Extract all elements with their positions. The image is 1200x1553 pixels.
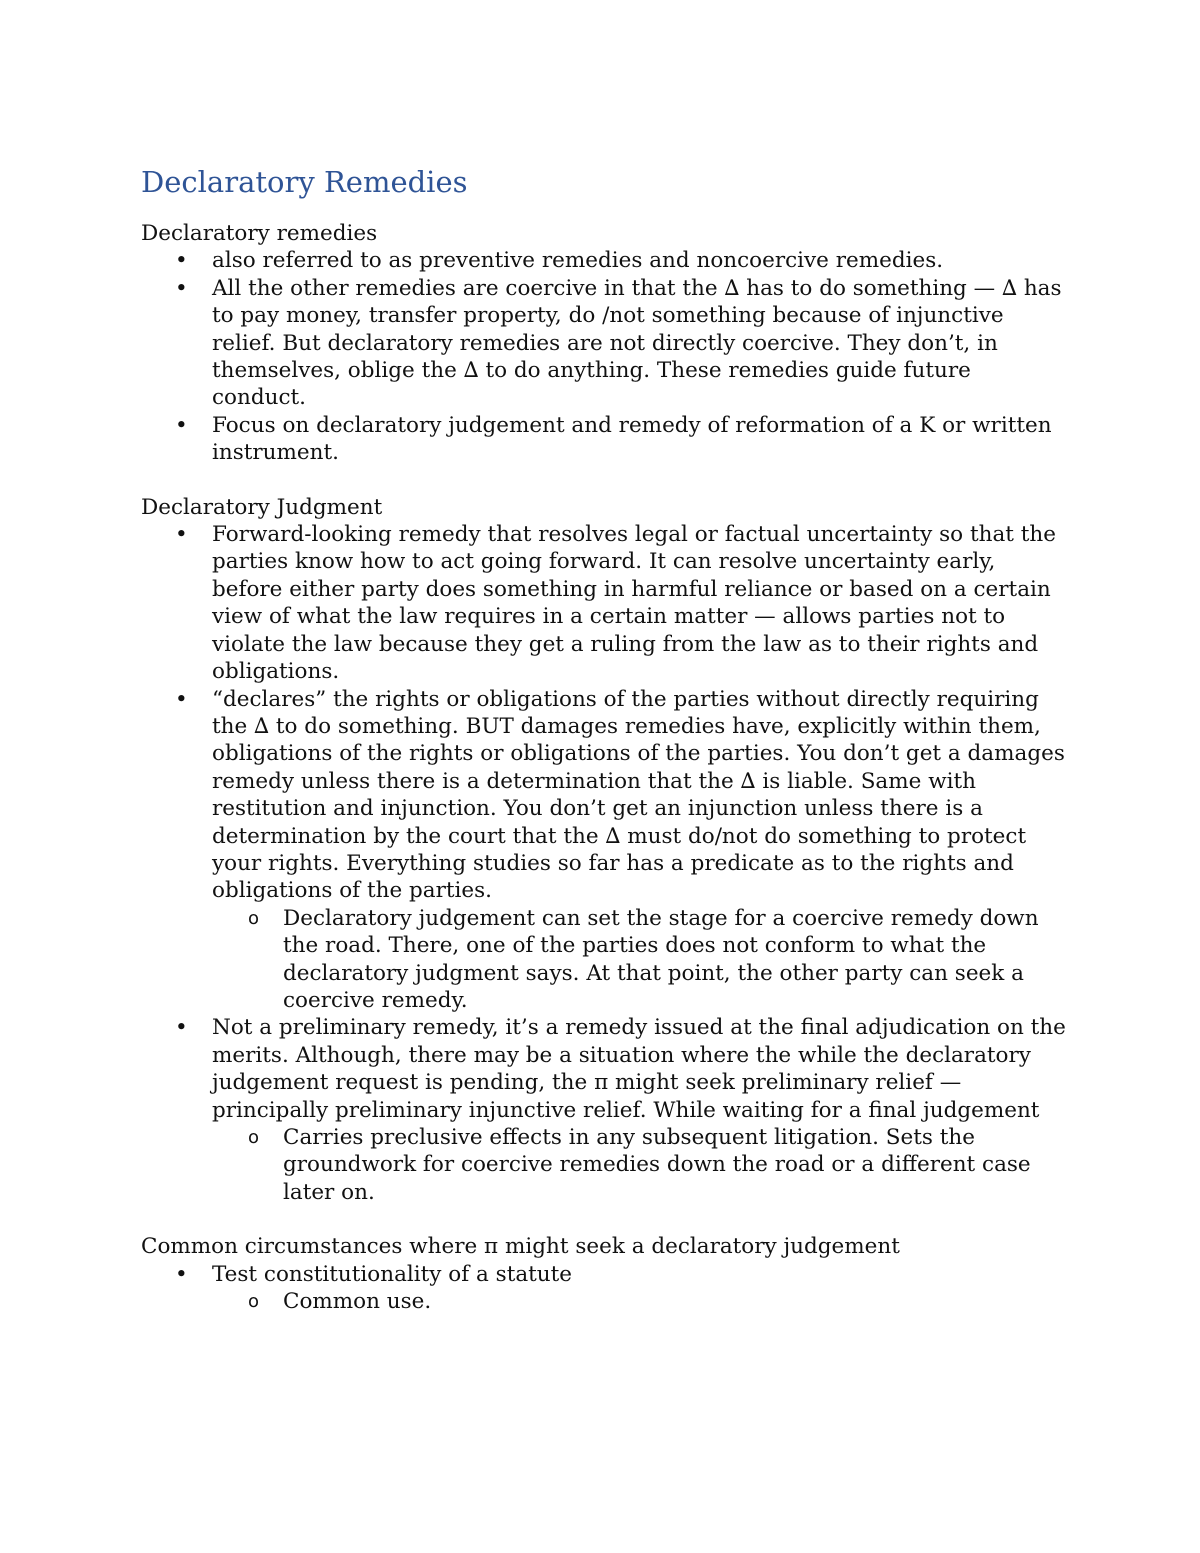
hollow-bullet-icon: o: [248, 1291, 260, 1313]
list-item-text: Forward-looking remedy that resolves legal or factual uncertainty so that the parties know how to act going forward. It can resolve uncertainty early, before either party does something in harmful reliance or based on a certain view of what the law requires in a certain matter — allows parties not to violate the law because they get a ruling from the law as to their rights and obligations.: [212, 522, 1056, 685]
bullet-icon: •: [175, 412, 188, 438]
list-item: [141, 686, 1071, 1015]
document-section: [141, 494, 1071, 1207]
list-item-text: All the other remedies are coercive in that the ∆ has to do something — ∆ has to pay money, transfer property, do /not something because of injunctive relief. But declaratory remedies are not directly coercive. They don’t, in themselves, oblige the ∆ to do anything. These remedies guide future conduct.: [212, 275, 1062, 411]
list-item: [141, 412, 1071, 467]
section-heading: Declaratory remedies: [141, 221, 378, 246]
section-heading: Common circumstances where π might seek a declaratory judgement: [141, 1234, 900, 1260]
bullet-icon: •: [175, 686, 188, 712]
bullet-icon: •: [175, 1261, 188, 1287]
bullet-list: [141, 521, 1071, 1206]
bullet-icon: •: [175, 275, 188, 301]
list-item-text: “declares” the rights or obligations of the parties without directly requiring the ∆ to do something. BUT damages remedies have, explicitly within them, obligations of the rights or obligations of the parties. You don’t get a damages remedy unless there is a determination that the ∆ is liable. Same with restitution and injunction. You don’t get an injunction unless there is a determination by the court that the ∆ must do/not do something to protect your rights. Everything studies so far has a predicate as to the rights and obligations of the parties.: [212, 686, 1065, 904]
bullet-icon: •: [175, 522, 188, 548]
bullet-list: [141, 247, 1071, 466]
list-item: [141, 1014, 1071, 1206]
sub-list-item: [212, 1124, 1071, 1206]
sub-list-item-text: Common use.: [283, 1289, 432, 1315]
list-item-text: Focus on declaratory judgement and remedy of reformation of a K or written instrument.: [212, 412, 1052, 466]
list-item: [141, 1261, 1071, 1316]
sub-bullet-list: [212, 1124, 1071, 1206]
list-item: [141, 521, 1071, 685]
document-page: [141, 162, 1071, 1342]
bullet-list: [141, 1261, 1071, 1316]
sub-bullet-list: [212, 905, 1071, 1015]
hollow-bullet-icon: o: [248, 907, 260, 929]
list-item-text: Test constitutionality of a statute: [212, 1261, 572, 1287]
list-item: [141, 275, 1071, 412]
document-section: [141, 220, 1071, 467]
sub-list-item-text: Carries preclusive effects in any subsequent litigation. Sets the groundwork for coercive remedies down the road or a different case later on.: [283, 1125, 1031, 1205]
document-body: [141, 220, 1071, 1315]
section-heading: Declaratory Judgment: [141, 494, 383, 520]
list-item: [141, 247, 1071, 274]
document-title: Declaratory Remedies: [141, 165, 468, 199]
hollow-bullet-icon: o: [248, 1127, 260, 1148]
document-section: [141, 1233, 1071, 1315]
sub-list-item-text: Declaratory judgement can set the stage for a coercive remedy down the road. There, one of the parties does not conform to what the declaratory judgment says. At that point, the other party can seek a coercive remedy.: [283, 905, 1039, 1013]
list-item-text: Not a preliminary remedy, it’s a remedy issued at the final adjudication on the merits. Although, there may be a situation where the while the declaratory judgement request is pending, the π might seek preliminary relief —principally preliminary injunctive relief. While waiting for a final judgement: [212, 1015, 1066, 1123]
bullet-icon: •: [175, 1015, 188, 1041]
list-item-text: also referred to as preventive remedies and noncoercive remedies.: [212, 248, 944, 274]
sub-bullet-list: [212, 1288, 1071, 1315]
sub-list-item: [212, 1288, 1071, 1315]
sub-list-item: [212, 905, 1071, 1015]
bullet-icon: •: [175, 248, 188, 274]
